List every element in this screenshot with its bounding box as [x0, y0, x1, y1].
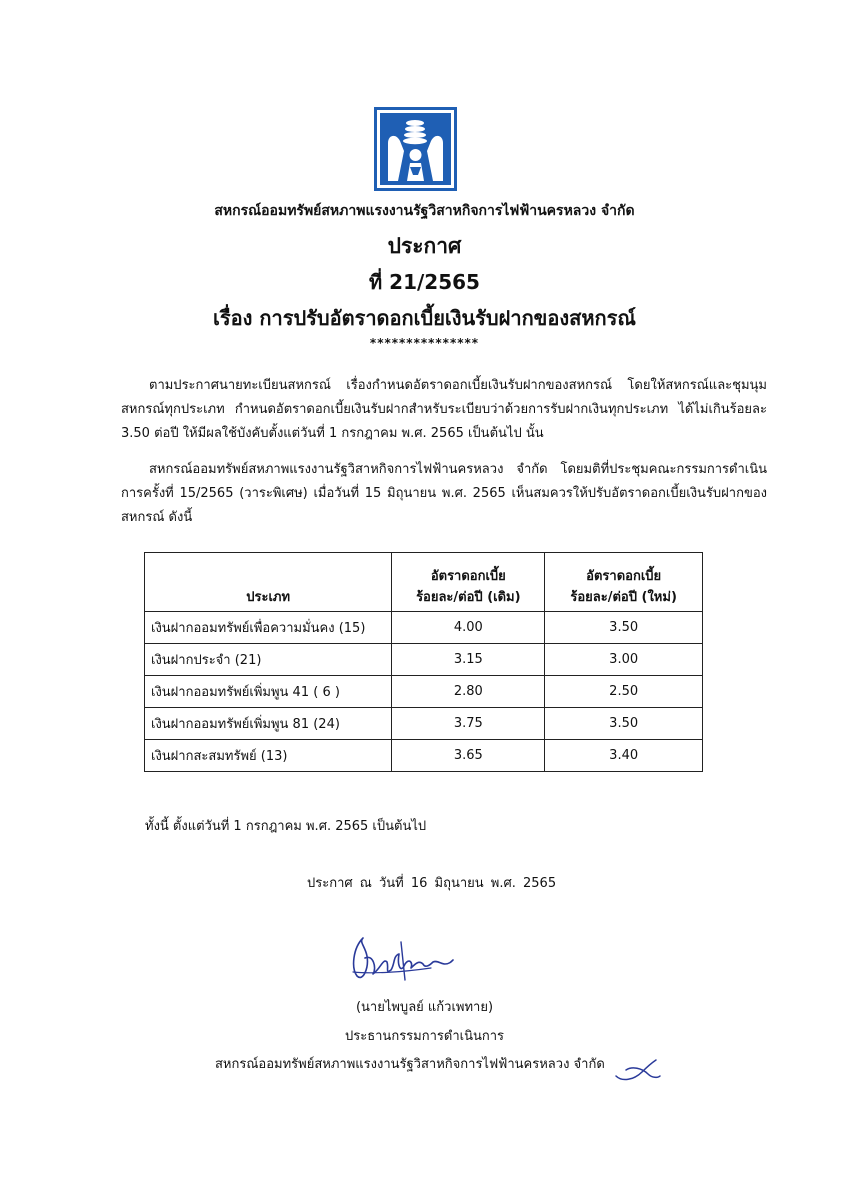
cell-old-rate: 3.65: [392, 740, 545, 772]
signature-flourish-icon: [612, 1054, 662, 1084]
announcement-subject: เรื่อง การปรับอัตราดอกเบี้ยเงินรับฝากของสหกรณ์: [213, 306, 636, 330]
cell-type: เงินฝากออมทรัพย์เพิ่มพูน 81 (24): [145, 708, 392, 740]
paragraph-resolution: สหกรณ์ออมทรัพย์สหภาพแรงงานรัฐวิสาหกิจการไฟฟ้านครหลวง จำกัด โดยมติที่ประชุมคณะกรรมการดำเนินการครั้งที่ 15/2565 (วาระพิเศษ) เมื่อวันที่ 15 มิถุนายน พ.ศ. 2565 เห็นสมควรให้ปรับอัตราดอกเบี้ยเงินรับฝากของสหกรณ์ ดังนี้: [121, 462, 767, 525]
table-row: [145, 676, 703, 708]
cell-type: เงินฝากประจำ (21): [145, 644, 392, 676]
cell-new-rate: 2.50: [545, 676, 703, 708]
cell-type: เงินฝากออมทรัพย์เพิ่มพูน 41 ( 6 ): [145, 676, 392, 708]
cell-old-rate: 3.75: [392, 708, 545, 740]
cell-new-rate: 3.50: [545, 612, 703, 644]
cell-type: เงินฝากสะสมทรัพย์ (13): [145, 740, 392, 772]
paragraph-regulation: ตามประกาศนายทะเบียนสหกรณ์ เรื่องกำหนดอัตราดอกเบี้ยเงินรับฝากของสหกรณ์ โดยให้สหกรณ์และชุมนุมสหกรณ์ทุกประเภท กำหนดอัตราดอกเบี้ยเงินรับฝากสำหรับระเบียบว่าด้วยการรับฝากเงินทุกประเภท ได้ไม่เกินร้อยละ 3.50 ต่อปี ให้มีผลใช้บังคับตั้งแต่วันที่ 1 กรกฎาคม พ.ศ. 2565 เป็นต้นไป นั้น: [121, 378, 767, 441]
cell-old-rate: 2.80: [392, 676, 545, 708]
table-row: [145, 740, 703, 772]
cooperative-emblem-icon: [374, 107, 457, 191]
organization-name: สหกรณ์ออมทรัพย์สหภาพแรงงานรัฐวิสาหกิจการไฟฟ้านครหลวง จำกัด: [214, 203, 635, 219]
table-header-row: [145, 553, 703, 612]
issued-date: ประกาศ ณ วันที่ 16 มิถุนายน พ.ศ. 2565: [307, 876, 557, 891]
interest-rate-table: [144, 552, 703, 772]
signer-position: ประธานกรรมการดำเนินการ: [344, 1029, 504, 1044]
cell-new-rate: 3.50: [545, 708, 703, 740]
cell-new-rate: 3.40: [545, 740, 703, 772]
header-old-line1: อัตราดอกเบี้ย: [430, 569, 506, 584]
cell-type: เงินฝากออมทรัพย์เพื่อความมั่นคง (15): [145, 612, 392, 644]
header-old-rate: [392, 553, 545, 612]
announcement-title: ประกาศ: [387, 234, 462, 258]
signer-name: (นายไพบูลย์ แก้วเพทาย): [355, 1000, 494, 1015]
header-new-line2: ร้อยละ/ต่อปี (ใหม่): [570, 590, 677, 605]
announcement-number: ที่ 21/2565: [369, 270, 480, 294]
cell-old-rate: 3.15: [392, 644, 545, 676]
signer-organization: สหกรณ์ออมทรัพย์สหภาพแรงงานรัฐวิสาหกิจการไฟฟ้านครหลวง จำกัด: [215, 1057, 605, 1072]
cell-old-rate: 4.00: [392, 612, 545, 644]
handwritten-signature-icon: [343, 928, 463, 988]
header-new-rate: [545, 553, 703, 612]
cell-new-rate: 3.00: [545, 644, 703, 676]
header-type: ประเภท: [145, 553, 392, 612]
table-row: [145, 644, 703, 676]
effective-date: ทั้งนี้ ตั้งแต่วันที่ 1 กรกฎาคม พ.ศ. 2565 เป็นต้นไป: [145, 819, 427, 834]
table-row: [145, 708, 703, 740]
header-old-line2: ร้อยละ/ต่อปี (เดิม): [416, 590, 521, 605]
separator-stars: ***************: [369, 336, 480, 350]
header-new-line1: อัตราดอกเบี้ย: [586, 569, 662, 584]
table-row: [145, 612, 703, 644]
